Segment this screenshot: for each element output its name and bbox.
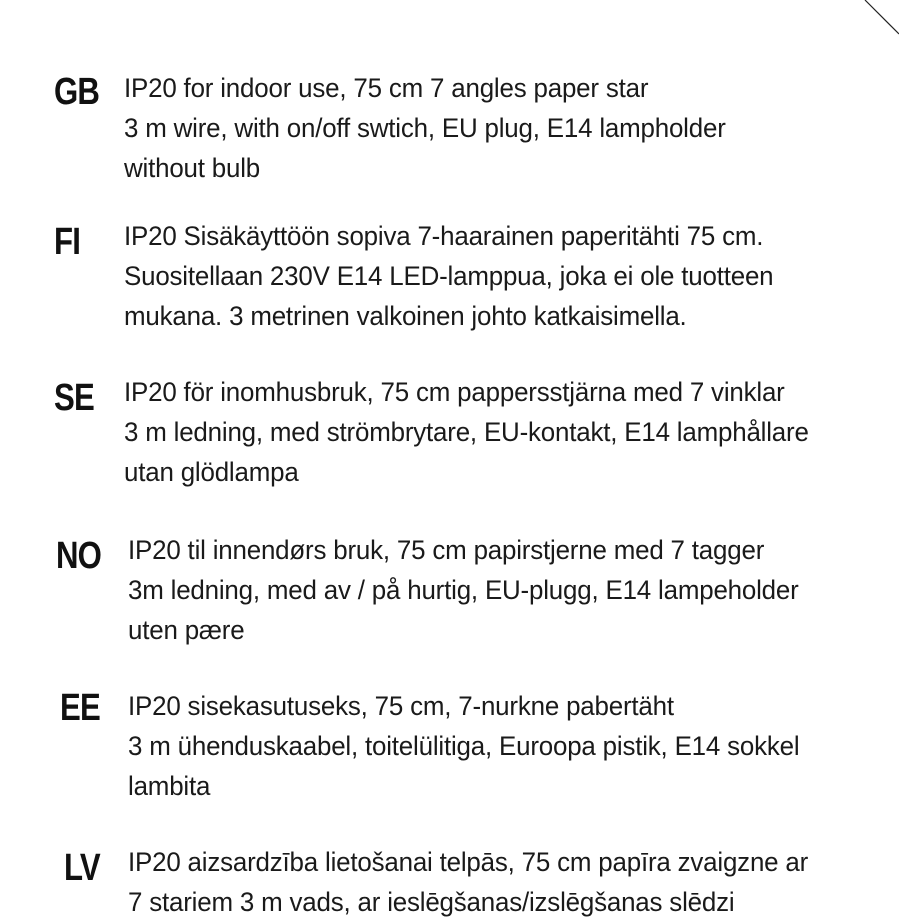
text-line: lambita bbox=[128, 771, 211, 801]
language-code: EE bbox=[60, 687, 100, 729]
text-line: Suositellaan 230V E14 LED-lamppua, joka ei ole tuotteen bbox=[124, 261, 774, 291]
language-code: GB bbox=[54, 71, 100, 113]
text-line: 3 m ühenduskaabel, toitelülitiga, Euroopa pistik, E14 sokkel bbox=[128, 731, 800, 761]
text-line: IP20 til innendørs bruk, 75 cm papirstjerne med 7 tagger bbox=[128, 535, 765, 565]
text-line: IP20 Sisäkäyttöön sopiva 7-haarainen paperitähti 75 cm. bbox=[124, 221, 764, 251]
text-line: IP20 aizsardzība lietošanai telpās, 75 cm papīra zvaigzne ar bbox=[128, 847, 809, 877]
entry-text bbox=[124, 372, 863, 492]
text-line: IP20 for indoor use, 75 cm 7 angles paper star bbox=[124, 73, 649, 103]
text-line: mukana. 3 metrinen valkoinen johto katkaisimella. bbox=[124, 301, 687, 331]
text-line: without bulb bbox=[124, 153, 261, 183]
entry-text bbox=[124, 68, 863, 188]
language-code: NO bbox=[56, 535, 102, 577]
entry-text bbox=[128, 686, 867, 806]
entry-text bbox=[128, 842, 867, 922]
text-line: utan glödlampa bbox=[124, 457, 299, 487]
corner-fold-line bbox=[859, 0, 899, 40]
entry-text bbox=[128, 530, 867, 650]
text-line: 3m ledning, med av / på hurtig, EU-plugg, E14 lampeholder bbox=[128, 575, 799, 605]
text-line: 7 stariem 3 m vads, ar ieslēgšanas/izslēgšanas slēdzi bbox=[128, 887, 735, 917]
text-line: 3 m wire, with on/off swtich, EU plug, E14 lampholder bbox=[124, 113, 726, 143]
language-code: SE bbox=[54, 377, 94, 419]
text-line: 3 m ledning, med strömbrytare, EU-kontakt, E14 lamphållare bbox=[124, 417, 809, 447]
text-line: IP20 för inomhusbruk, 75 cm pappersstjärna med 7 vinklar bbox=[124, 377, 785, 407]
text-line: IP20 sisekasutuseks, 75 cm, 7-nurkne pabertäht bbox=[128, 691, 674, 721]
entry-text bbox=[124, 216, 863, 336]
text-line: uten pære bbox=[128, 615, 245, 645]
language-code: LV bbox=[64, 847, 100, 889]
language-code: FI bbox=[54, 221, 81, 263]
